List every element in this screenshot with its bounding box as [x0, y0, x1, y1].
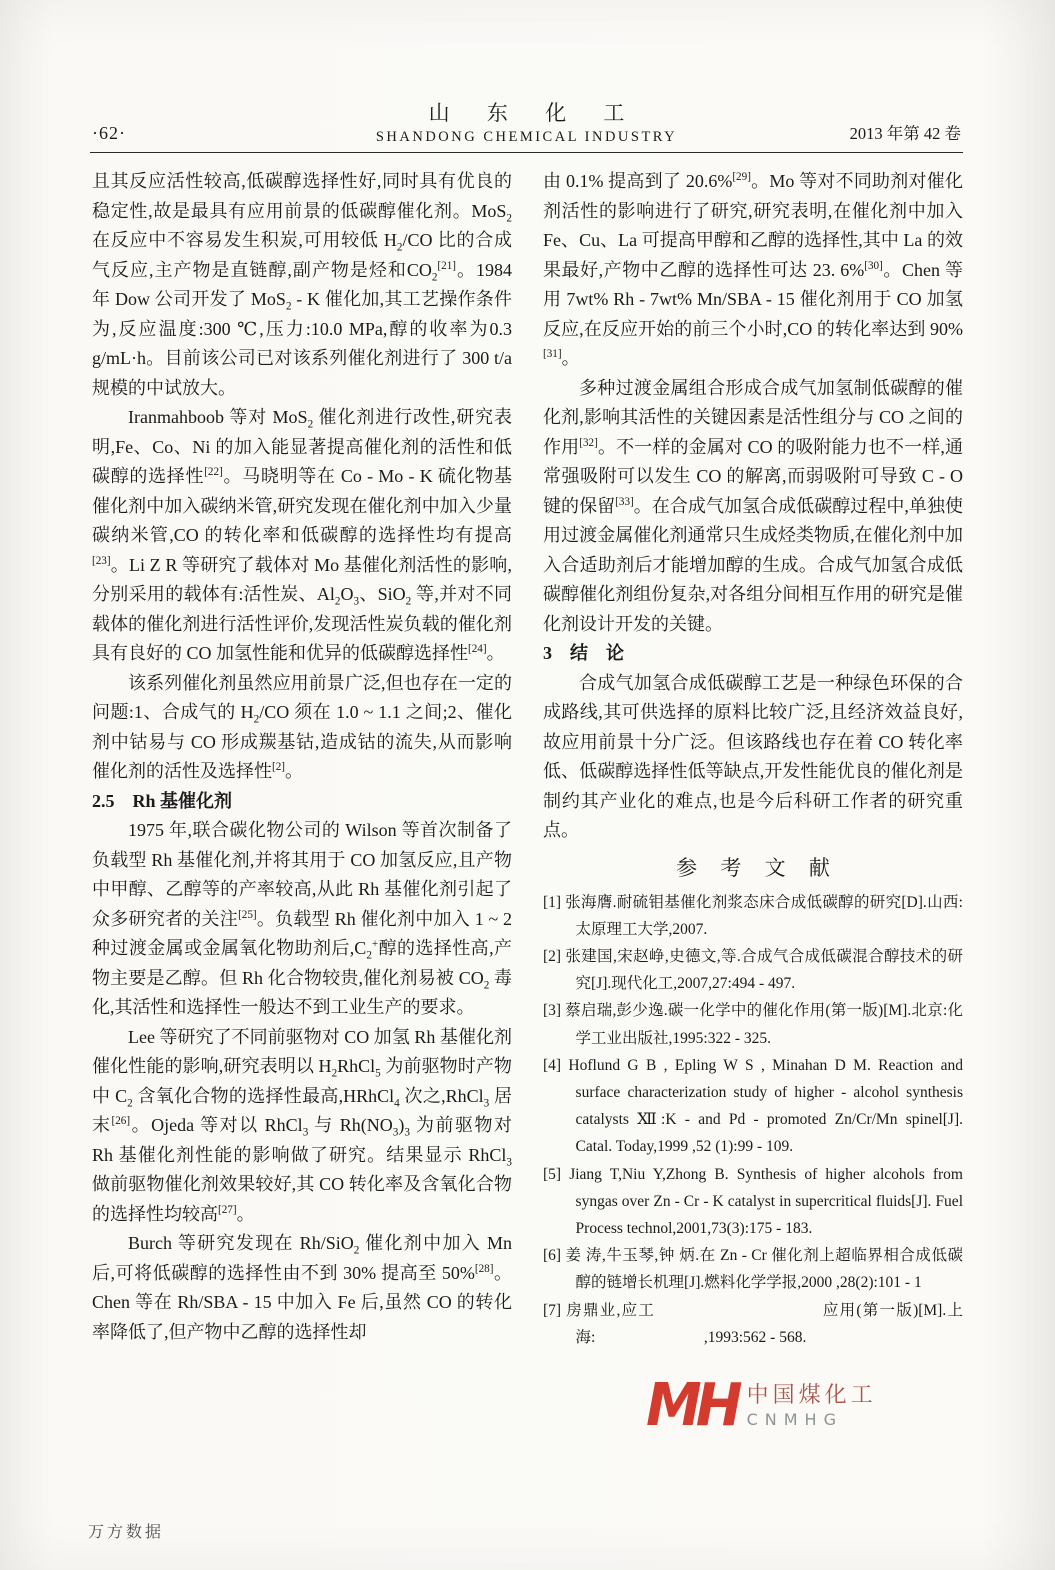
paragraph: Lee 等研究了不同前驱物对 CO 加氢 Rh 基催化剂催化性能的影响,研究表明以 $H_2RhCl_5$ 为前驱物时产物中 $C_2$ 含氧化合物的选择性最高,HRhCl$_4$ 次之,RhCl$_3$ 居末[26]。Ojeda 等对以 RhCl$_3$ 与 $Rh(NO_3)_3$ 为前驱物对 Rh 基催化剂性能的影响做了研究。结果显示 RhCl$_3$ 做前驱物催化剂效果较好,其 CO 转化率及含氧化合物的选择性均较高[27]。: [92, 1026, 513, 1224]
paragraph: 1975 年,联合碳化物公司的 Wilson 等首次制备了负载型 Rh 基催化剂,并将其用于 CO 加氢反应,且产物中甲醇、乙醇等的产率较高,从此 Rh 基催化剂引起了众多研究者的关注[25]。负载型 Rh 催化剂中加入 1 ~ 2 种过渡金属或金属氧化物助剂后$,C_2^+$醇的选择性高,产物主要是乙醇。但 Rh 化合物较贵,催化剂易被 $CO_2$ 毒化,其活性和选择性一般达不到工业生产的要求。: [92, 820, 513, 1017]
paragraph: 该系列催化剂虽然应用前景广泛,但也存在一定的问题:1、合成气的 $H_2/CO$ 须在 1.0 ~ 1.1 之间;2、催化剂中钴易与 CO 形成羰基钴,造成钴的流失,从而影响催化剂的活性及选择性[2]。: [92, 672, 513, 781]
reference-item: [1] 张海膺.耐硫钼基催化剂浆态床合成低碳醇的研究[D].山西:太原理工大学,2007.: [543, 893, 963, 938]
paragraph: 合成气加氢合成低碳醇工艺是一种绿色环保的合成路线,其可供选择的原料比较广泛,且经济效益良好,故应用前景十分广泛。但该路线也存在着 CO 转化率低、低碳醇选择性低等缺点,开发性能优良的催化剂是制约其产业化的难点,也是今后科研工作者的研究重点。: [543, 672, 963, 840]
cnmhg-logo-icon: MH: [646, 1371, 737, 1440]
journal-title-cn: 山 东 化 工: [428, 101, 641, 125]
references-list: [543, 889, 963, 1351]
reference-item: [2] 张建国,宋赵峥,史德文,等.合成气合成低碳混合醇技术的研究[J].现代化工,2007,27:494 - 497.: [543, 947, 963, 993]
reference-item: [6] 姜 涛,牛玉琴,钟 炳.在 Zn - Cr 催化剂上超临界相合成低碳醇的链增长机理[J].燃料化学学报,2000 ,28(2):101 - 1: [543, 1247, 963, 1292]
header-rule: [90, 152, 963, 153]
page-header: [92, 98, 961, 146]
left-column: [92, 167, 512, 1351]
right-column: [543, 167, 963, 1351]
paragraph: Burch 等研究发现在 Rh/SiO$_2$ 催化剂中加入 Mn 后,可将低碳醇的选择性由不到 30% 提高至 50%[28]。Chen 等在 Rh/SBA - 15 中加入 Fe 后,虽然 CO 的转化率降低了,但产物中乙醇的选择性却: [92, 1233, 512, 1342]
paragraph: 且其反应活性较高,低碳醇选择性好,同时具有优良的稳定性,故是最具有应用前景的低碳醇催化剂。MoS$_2$在反应中不容易发生积炭,可用较低 $H_2/CO$ 比的合成气反应,主产物是直链醇,副产物是烃和$CO_2[21]$。1984 年 Dow 公司开发了 MoS$_2$ - K 催化加,其工艺操作条件为,反应温度:300 ℃,压力:10.0 MPa,醇的收率为0.3 g/mL·h。目前该公司已对该系列催化剂进行了 300 t/a 规模的中试放大。: [92, 171, 512, 398]
cnmhg-brand-block: [747, 1381, 877, 1431]
references-heading: 参 考 文 献: [676, 855, 839, 880]
cnmhg-brand-cn: 中国煤化工: [746, 1382, 877, 1407]
issue-info: 2013 年第 42 卷: [849, 124, 961, 143]
cnmhg-watermark: [642, 1364, 898, 1448]
cnmhg-brand-en: CNMHG: [746, 1410, 843, 1429]
paragraph: Iranmahboob 等对 MoS$_2$ 催化剂进行改性,研究表明,Fe、Co、Ni 的加入能显著提高催化剂的活性和低碳醇的选择性[22]。马晓明等在 Co - Mo - K 硫化物基催化剂中加入碳纳米管,研究发现在催化剂中加入少量碳纳米管,CO 的转化率和低碳醇的选择性均有提高[23]。Li Z R 等研究了载体对 Mo 基催化剂活性的影响,分别采用的载体有:活性炭、$Al_2O_3$、SiO$_2$ 等,并对不同载体的催化剂进行活性评价,发现活性炭负载的催化剂具有良好的 CO 加氢性能和优异的低碳醇选择性[24]。: [92, 407, 513, 663]
reference-item: [5] Jiang T,Niu Y,Zhong B. Synthesis of higher alcohols from syngas over Zn - Cr - K catalyst in supercritical fluids[J]. Fuel Process technol,2001,73(3):175 - 183.: [543, 1165, 963, 1237]
paragraph: 多种过渡金属组合形成合成气加氢制低碳醇的催化剂,影响其活性的关键因素是活性组分与 CO 之间的作用[32]。不一样的金属对 CO 的吸附能力也不一样,通常强吸附可以发生 CO 的解离,而弱吸附可导致 C - O 键的保留[33]。在合成气加氢合成低碳醇过程中,单独使用过渡金属催化剂通常只生成烃类物质,在催化剂中加入合适助剂后才能增加醇的生成。合成气加氢合成低碳醇催化剂组份复杂,对各组分间相互作用的研究是催化剂设计开发的关键。: [543, 377, 964, 634]
reference-item: [7] 房鼎业,应工 应用(第一版)[M].上海: ,1993:562 - 568.: [543, 1301, 963, 1346]
reference-item: [3] 蔡启瑞,彭少逸.碳一化学中的催化作用(第一版)[M].北京:化学工业出版社,1995:322 - 325.: [543, 1002, 963, 1047]
journal-title-en: SHANDONG CHEMICAL INDUSTRY: [375, 129, 678, 145]
wanfang-data-watermark: 万方数据: [88, 1524, 165, 1541]
reference-item: [4] Hoflund G B , Epling W S , Minahan D M. Reaction and surface characterization study of higher - alcohol synthesis catalysts Ⅻ:K - and Pd - promoted Zn/Cr/Mn spinel[J]. Catal. Today,1999 ,52 (1):99 - 109.: [543, 1056, 963, 1156]
paragraph: 由 0.1% 提高到了 20.6%[29]。Mo 等对不同助剂对催化剂活性的影响进行了研究,研究表明,在催化剂中加入 Fe、Cu、La 可提高甲醇和乙醇的选择性,其中 La 的效果最好,产物中乙醇的选择性可达 23. 6%[30]。Chen 等用 7wt% Rh - 7wt% Mn/SBA - 15 催化剂用于 CO 加氢反应,在反应开始的前三个小时,CO 的转化率达到 90%[31]。: [543, 171, 963, 368]
journal-title-block: [92, 97, 961, 146]
article-body: [92, 167, 963, 1351]
page-number: ·62·: [92, 123, 126, 143]
section-heading-conclusion: 3 结 论: [543, 643, 624, 663]
section-heading-rh-catalyst: 2.5 Rh 基催化剂: [92, 790, 233, 811]
